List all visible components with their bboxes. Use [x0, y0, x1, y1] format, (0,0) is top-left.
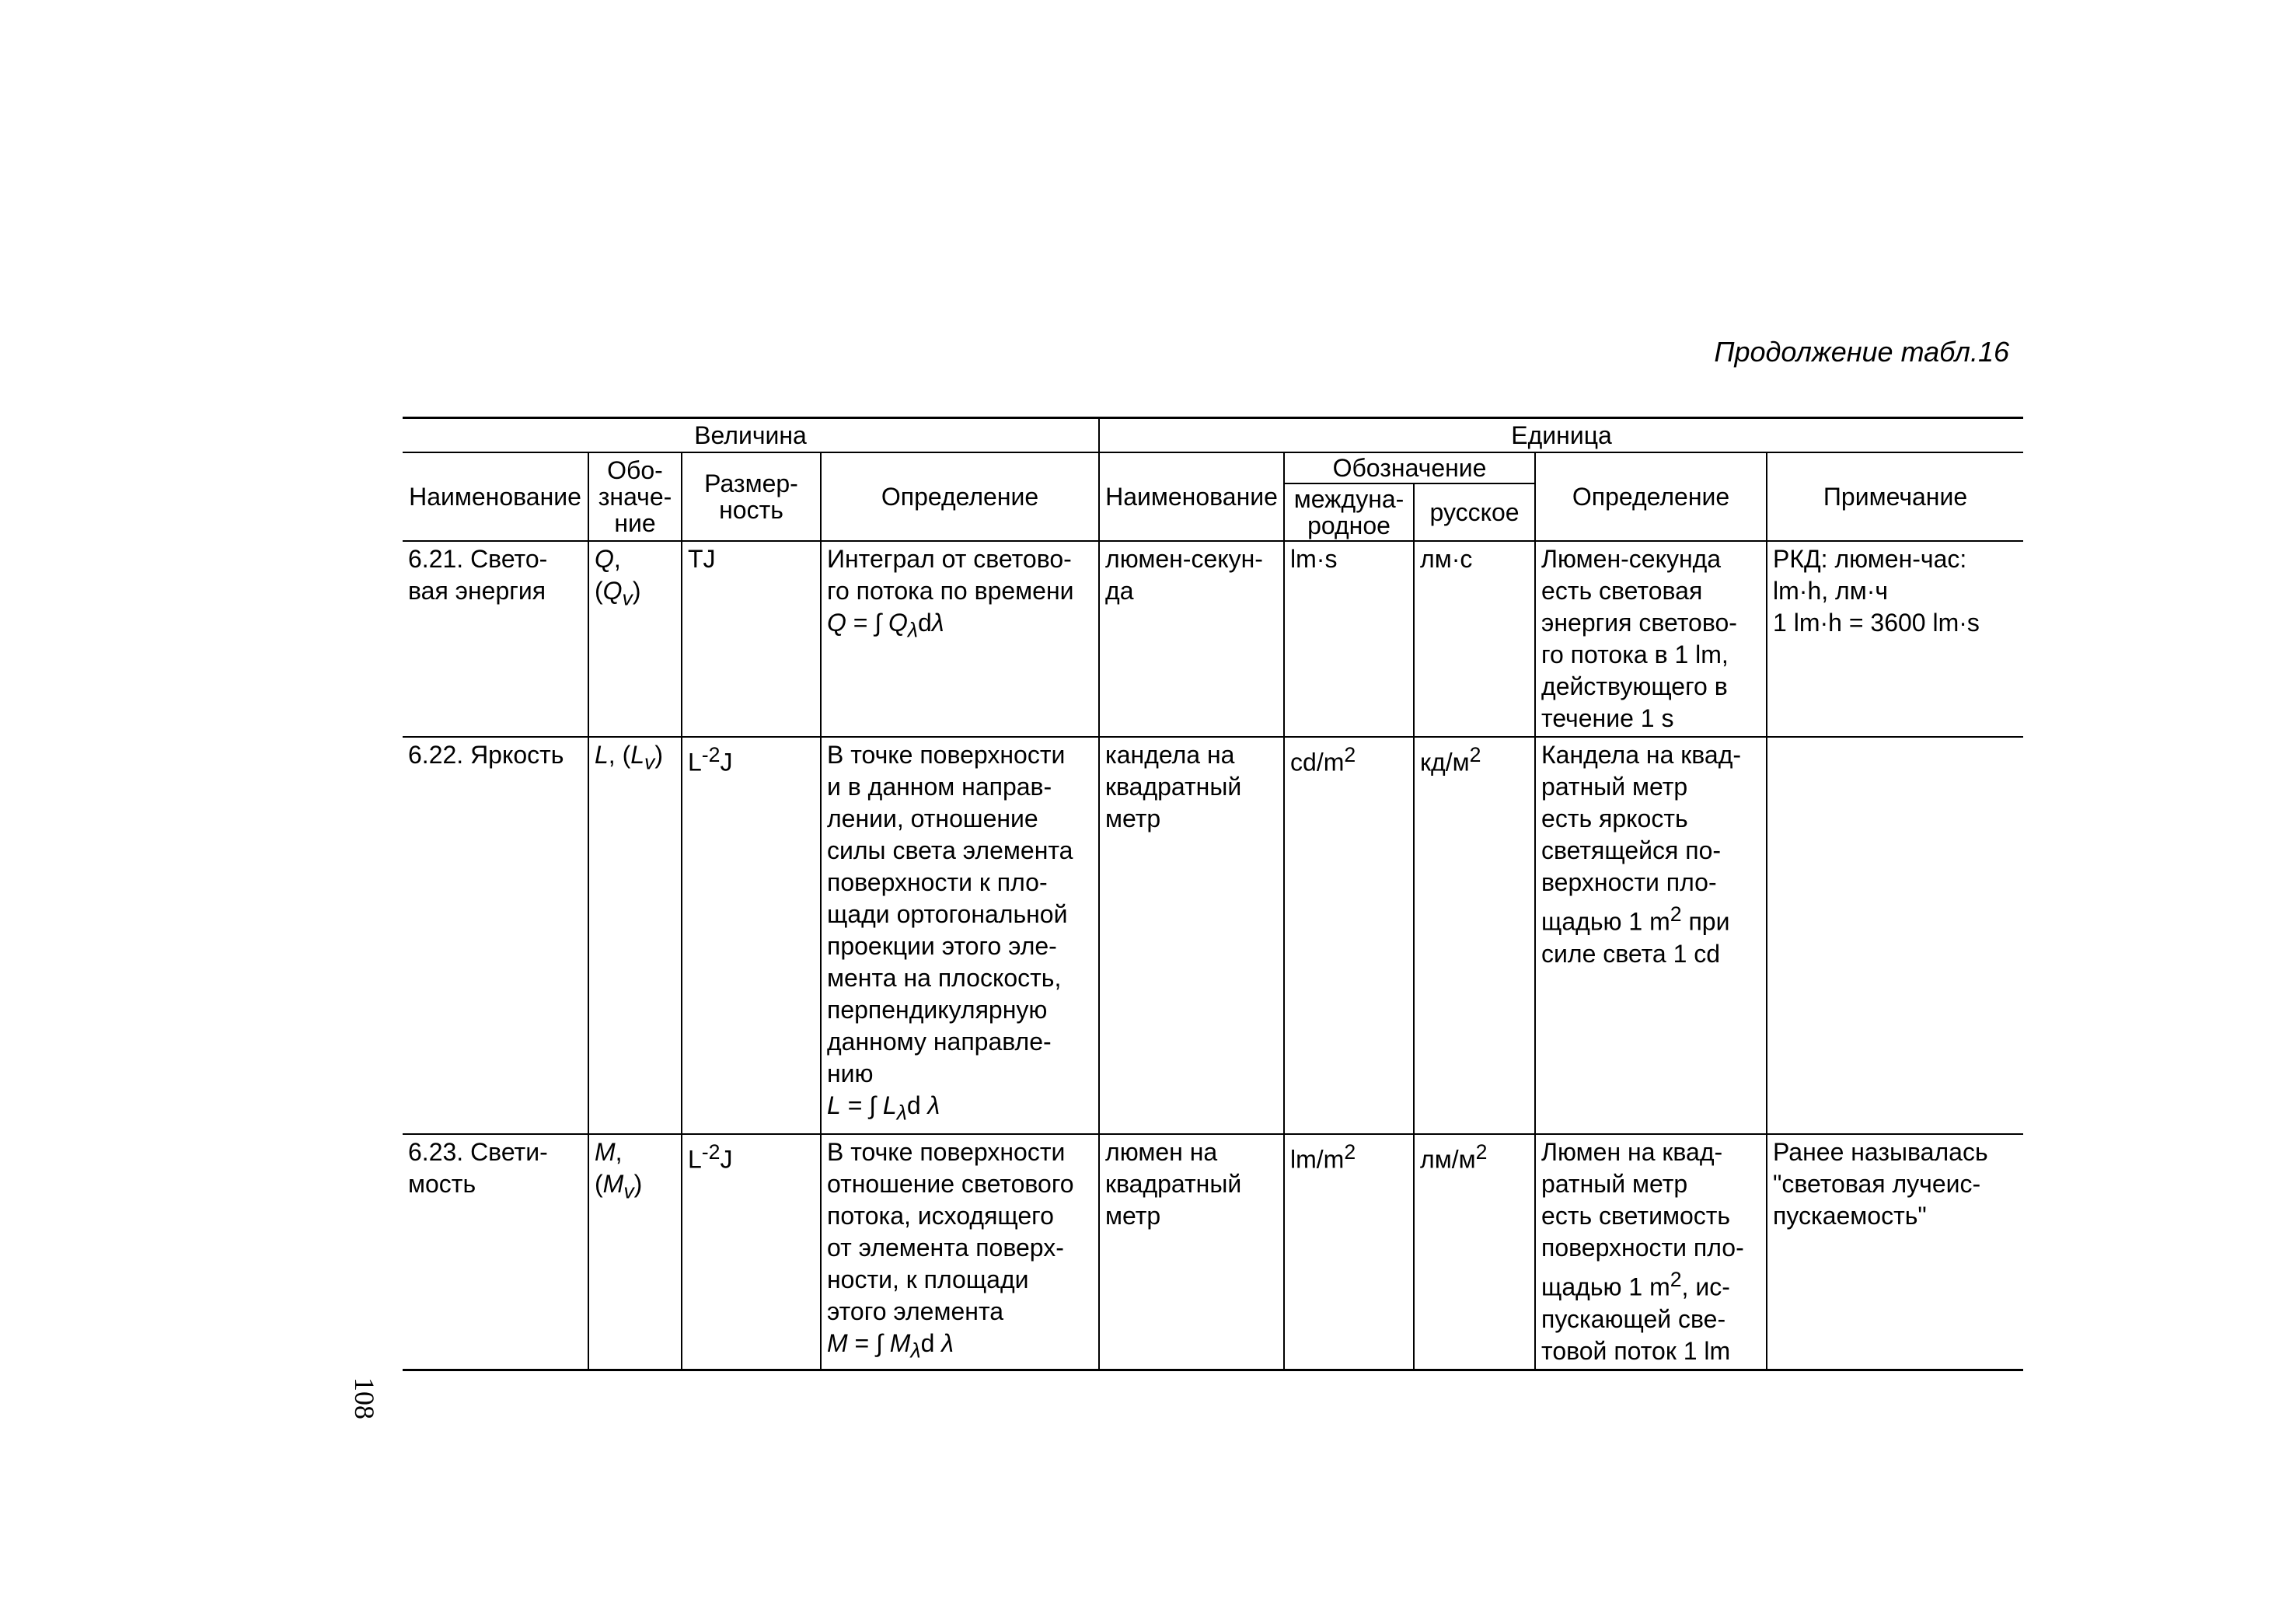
quantity-symbol: L, $(L_v)$	[588, 737, 682, 1134]
table-row	[403, 1134, 2023, 1370]
quantity-name: 6.21. Свето- вая энергия	[403, 541, 588, 737]
quantity-dimension: TJ	[682, 541, 821, 737]
quantities-table-wrap	[403, 417, 2023, 1371]
unit-symbol-russian: лм·с	[1414, 541, 1535, 737]
unit-name: люмен на квадратный метр	[1099, 1134, 1284, 1370]
unit-symbol-international: $lm/m^2$	[1284, 1134, 1414, 1370]
unit-symbol-russian: $лм/м^2$	[1414, 1134, 1535, 1370]
unit-symbol-international: lm·s	[1284, 541, 1414, 737]
unit-note: РКД: люмен-час: lm·h, лм·ч 1 lm·h = 3600 lm·s	[1767, 541, 2023, 737]
header-quantity-definition: Определение	[821, 452, 1099, 541]
table-caption: Продолжение табл.16	[1714, 336, 2009, 368]
unit-symbol-russian: $кд/м^2$	[1414, 737, 1535, 1134]
unit-definition: Люмен на квад- ратный метр есть светимость поверхности пло- щадью 1 $m^2$, ис- пускающей све- товой поток 1 lm	[1535, 1134, 1767, 1370]
header-unit: Единица	[1099, 418, 2023, 453]
unit-symbol-international: $cd/m^2$	[1284, 737, 1414, 1134]
header-quantity-name: Наименование	[403, 452, 588, 541]
quantity-name: 6.22. Яркость	[403, 737, 588, 1134]
header-unit-note: Примечание	[1767, 452, 2023, 541]
header-quantity-symbol: Обо- значе- ние	[588, 452, 682, 541]
quantity-definition: В точке поверхности и в данном направ- лении, отношение силы света элемента поверхности к пло- щади ортогональной проекции этого эле- мента на плоскость, перпендикулярную данному направле- нию L = ∫ $L_\lambda d$ λ	[821, 737, 1099, 1134]
header-unit-name: Наименование	[1099, 452, 1284, 541]
header-quantity-dimension: Размер- ность	[682, 452, 821, 541]
unit-note: Ранее называлась "световая лучеис- пускаемость"	[1767, 1134, 2023, 1370]
quantities-table	[403, 417, 2023, 1371]
quantity-definition: В точке поверхности отношение светового потока, исходящего от элемента поверх- ности, к площади этого элемента M = ∫ $M_\lambda d$ λ	[821, 1134, 1099, 1370]
unit-definition: Кандела на квад- ратный метр есть яркость светящейся по- верхности пло- щадью 1 $m^2$ при силе света 1 cd	[1535, 737, 1767, 1134]
header-quantity: Величина	[403, 418, 1099, 453]
quantity-definition: Интеграл от светово- го потока по времени Q = ∫ $Q_\lambda d\lambda$	[821, 541, 1099, 737]
page-number: 108	[349, 1377, 380, 1419]
header-unit-symbol: Обозначение	[1284, 452, 1535, 483]
unit-note	[1767, 737, 2023, 1134]
header-unit-symbol-russian: русское	[1414, 483, 1535, 541]
quantity-symbol: M, $(M_v)$	[588, 1134, 682, 1370]
formula: Q = ∫ $Q_\lambda d\lambda$	[827, 609, 944, 642]
quantity-symbol: Q, $(Q_v)$	[588, 541, 682, 737]
header-unit-definition: Определение	[1535, 452, 1767, 541]
formula: L = ∫ $L_\lambda d$ λ	[827, 1091, 940, 1125]
unit-name: кандела на квадратный метр	[1099, 737, 1284, 1134]
header-unit-symbol-international: междуна- родное	[1284, 483, 1414, 541]
table-row	[403, 737, 2023, 1134]
quantity-name: 6.23. Свети- мость	[403, 1134, 588, 1370]
unit-name: люмен-секун- да	[1099, 541, 1284, 737]
quantity-dimension: $L^{-2}J$	[682, 737, 821, 1134]
quantity-dimension: $L^{-2}J$	[682, 1134, 821, 1370]
unit-definition: Люмен-секунда есть световая энергия светово- го потока в 1 lm, действующего в течение 1 s	[1535, 541, 1767, 737]
table-row	[403, 541, 2023, 737]
formula: M = ∫ $M_\lambda d$ λ	[827, 1329, 954, 1363]
